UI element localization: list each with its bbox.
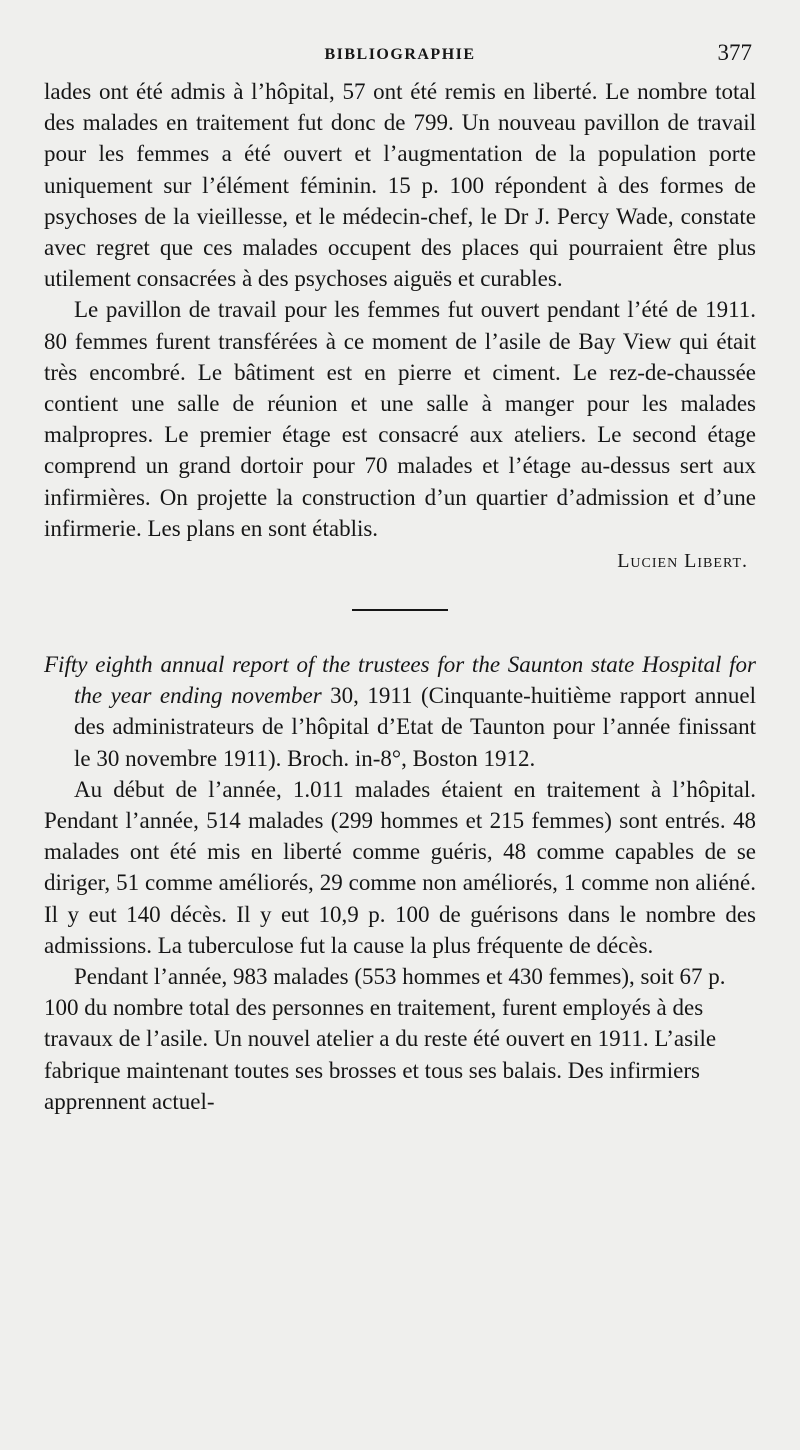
review-taunton-report [44, 649, 756, 1117]
report-paragraph-admissions: Au début de l’année, 1.011 malades étaient en traitement à l’hôpital. Pendant l’année, 514 malades (299 hommes et 215 femmes) sont entrés. 48 malades ont été mis en liberté comme guéris, 48 comme capables de se diriger, 51 comme améliorés, 29 comme non améliorés, 1 comme non aliéné. Il y eut 140 décès. Il y eut 10,9 p. 100 de guérisons dans le nombre des admissions. La tuberculose fut la cause la plus fréquente de décès. [44, 776, 756, 958]
running-title: BIBLIOGRAPHIE [324, 46, 476, 63]
report-paragraph-employment: Pendant l’année, 983 malades (553 hommes et 430 femmes), soit 67 p. 100 du nombre total des personnes en traitement, furent employés à des travaux de l’asile. Un nouvel atelier a du reste été ouvert en 1911. L’asile fabrique maintenant toutes ses brosses et tous ses balais. Des infirmiers apprennent actuel- [44, 964, 726, 1114]
citation-details: 30, 1911 (Cinquante-huitième rapport annuel des administrateurs de l’hôpital d’Etat de Taunton pour l’année finissant le 30 novembre 1911). Broch. in-8°, Boston 1912. [74, 683, 756, 771]
running-header [44, 36, 756, 76]
citation-title: Fifty eighth annual report of the trustees for the Saunton state Hospital for the year ending november [44, 652, 756, 709]
bibliographic-citation [44, 649, 756, 774]
section-divider [352, 609, 448, 611]
page-number: 377 [717, 40, 752, 65]
review-signature: Lucien Libert. [617, 550, 748, 573]
review-paragraph-continued: lades ont été admis à l’hôpital, 57 ont été remis en liberté. Le nombre total des malades en traitement fut donc de 799. Un nouveau pavillon de travail pour les femmes a été ouvert et l’augmentation de la population porte uniquement sur l’élément féminin. 15 p. 100 répondent à des formes de psychoses de la vieillesse, et le médecin-chef, le Dr J. Percy Wade, constate avec regret que ces malades occupent des places qui pourraient être plus utilement consacrées à des psychoses aiguës et curables. [44, 79, 756, 292]
review-paragraph-pavillon: Le pavillon de travail pour les femmes fut ouvert pendant l’été de 1911. 80 femmes furent transférées à ce moment de l’asile de Bay View qui était très encombré. Le bâtiment est en pierre et ciment. Le rez-de-chaussée contient une salle de réunion et une salle à manger pour les malades malpropres. Le premier étage est consacré aux ateliers. Le second étage comprend un grand dortoir pour 70 malades et l’étage au-dessus sert aux infirmières. On projette la construction d’un quartier d’admission et d’une infirmerie. Les plans en sont établis. [44, 297, 756, 541]
review-lucien-libert [44, 76, 756, 573]
